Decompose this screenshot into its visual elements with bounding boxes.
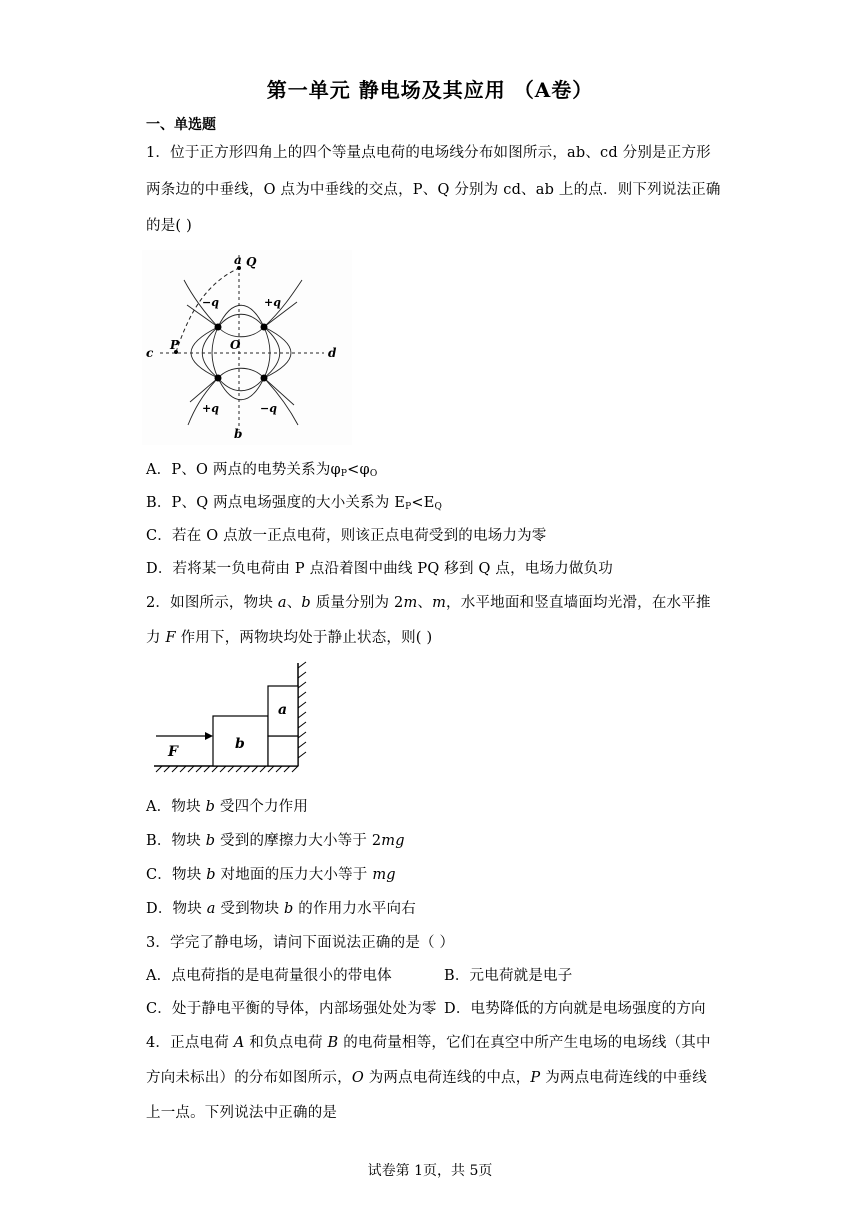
fig-label-plus-q-top: +q bbox=[264, 296, 281, 309]
q1-option-c[interactable]: C．若在 O 点放一正点电荷，则该正点电荷受到的电场力为零 bbox=[146, 528, 547, 544]
q2-option-b[interactable]: B．物块 b 受到的摩擦力大小等于 2mg bbox=[146, 833, 405, 849]
q2-option-d[interactable]: D．物块 a 受到物块 b 的作用力水平向右 bbox=[146, 901, 416, 917]
q4-stem-line3: 上一点。下列说法中正确的是 bbox=[146, 1105, 338, 1121]
page-title: 第一单元 静电场及其应用 （A卷） bbox=[266, 78, 594, 102]
q1-option-d[interactable]: D．若将某一负电荷由 P 点沿着图中曲线 PQ 移到 Q 点，电场力做负功 bbox=[146, 561, 613, 577]
page-footer: 试卷第 1页，共 5页 bbox=[367, 1163, 493, 1179]
q2-stem-line2: 力 F 作用下，两物块均处于静止状态，则( ) bbox=[146, 630, 433, 646]
q2-blocks-figure bbox=[150, 658, 325, 776]
q1-stem-line1: 1．位于正方形四角上的四个等量点电荷的电场线分布如图所示，ab、cd 分别是正方形 bbox=[146, 145, 711, 161]
fig-label-block-a: a bbox=[278, 702, 288, 718]
fig-label-Q: Q bbox=[246, 255, 257, 269]
fig-label-a: a bbox=[234, 253, 242, 267]
q4-stem-line2: 方向未标出）的分布如图所示，O 为两点电荷连线的中点，P 为两点电荷连线的中垂线 bbox=[146, 1070, 707, 1086]
fig-label-b: b bbox=[234, 427, 243, 441]
q3-option-b[interactable]: B．元电荷就是电子 bbox=[444, 968, 573, 984]
q3-option-a[interactable]: A．点电荷指的是电荷量很小的带电体 bbox=[146, 968, 392, 984]
fig-label-minus-q-top: −q bbox=[202, 296, 219, 309]
q2-option-a[interactable]: A．物块 b 受四个力作用 bbox=[146, 799, 309, 815]
fig-label-minus-q-bottom: −q bbox=[260, 402, 277, 415]
fig-label-c: c bbox=[146, 346, 154, 360]
q2-option-c[interactable]: C．物块 b 对地面的压力大小等于 mg bbox=[146, 867, 396, 883]
fig-label-d: d bbox=[328, 346, 337, 360]
q1-stem-line2: 两条边的中垂线，O 点为中垂线的交点，P、Q 分别为 cd、ab 上的点．则下列说法正确 bbox=[146, 182, 721, 198]
q3-stem: 3．学完了静电场，请问下面说法正确的是（ ） bbox=[146, 935, 455, 951]
q1-electric-field-figure bbox=[142, 250, 352, 445]
q1-option-b[interactable]: B．P、Q 两点电场强度的大小关系为 $E_P<E_Q$ bbox=[146, 495, 443, 512]
fig-label-F: F bbox=[168, 744, 178, 760]
q4-stem-line1: 4．正点电荷 A 和负点电荷 B 的电荷量相等，它们在真空中所产生电场的电场线（其中 bbox=[146, 1035, 711, 1051]
q3-option-d[interactable]: D．电势降低的方向就是电场强度的方向 bbox=[444, 1001, 706, 1017]
fig-label-plus-q-bottom: +q bbox=[202, 402, 219, 415]
fig-label-P: P bbox=[170, 338, 180, 352]
q2-stem-line1: 2．如图所示，物块 a、b 质量分别为 2m、m，水平地面和竖直墙面均光滑，在水平推 bbox=[146, 595, 711, 611]
q1-stem-line3: 的是( ) bbox=[146, 218, 192, 234]
fig-label-O: O bbox=[230, 338, 241, 352]
q3-option-c[interactable]: C．处于静电平衡的导体，内部场强处处为零 bbox=[146, 1001, 437, 1017]
q1-option-a[interactable]: A．P、O 两点的电势关系为$\varphi_P<\varphi_O$ bbox=[146, 462, 378, 479]
section-heading: 一、单选题 bbox=[146, 117, 216, 133]
fig-label-block-b: b bbox=[235, 736, 245, 752]
